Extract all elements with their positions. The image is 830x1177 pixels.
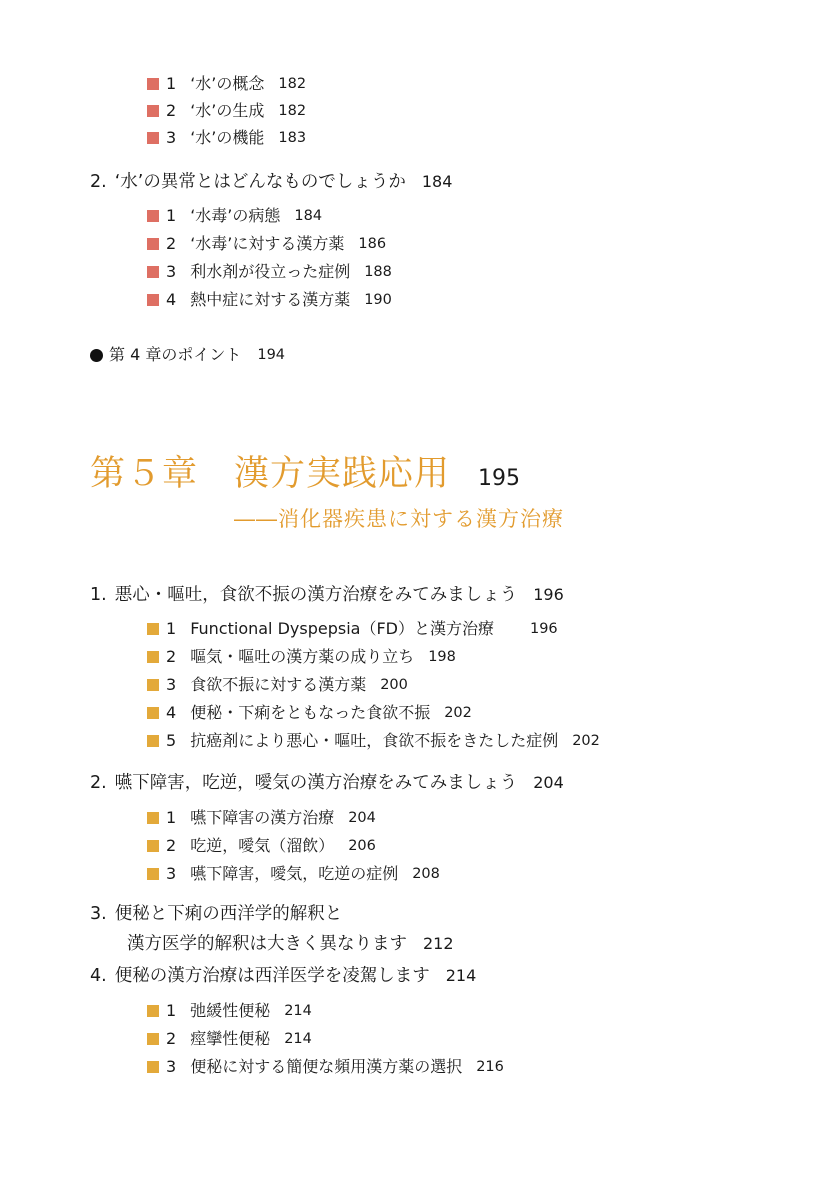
square-bullet-icon — [147, 707, 159, 719]
toc-item[interactable]: 3 嚥下障害，噯気，吃逆の症例 208 — [147, 864, 440, 884]
toc-item[interactable]: 3 食欲不振に対する漢方薬 200 — [147, 675, 408, 695]
toc-item[interactable]: 4 熱中症に対する漢方薬 190 — [147, 290, 392, 310]
square-bullet-icon — [147, 1005, 159, 1017]
toc-section[interactable]: 2. ‘水’の異常とはどんなものでしょうか 184 — [90, 172, 453, 192]
square-bullet-icon — [147, 78, 159, 90]
square-bullet-icon — [147, 868, 159, 880]
toc-item[interactable]: 1 Functional Dyspepsia（FD）と漢方治療 196 — [147, 619, 558, 639]
toc-item[interactable]: 3 ‘水’の機能 183 — [147, 128, 306, 148]
toc-item[interactable]: 2 痙攣性便秘 214 — [147, 1029, 312, 1049]
square-bullet-icon — [147, 623, 159, 635]
toc-item[interactable]: 3 利水剤が役立った症例 188 — [147, 262, 392, 282]
toc-section[interactable]: 1. 悪心・嘔吐，食欲不振の漢方治療をみてみましょう 196 — [90, 585, 564, 605]
square-bullet-icon — [147, 132, 159, 144]
square-bullet-icon — [147, 1061, 159, 1073]
toc-section[interactable] — [90, 900, 454, 959]
square-bullet-icon — [147, 812, 159, 824]
toc-item[interactable]: 1 弛緩性便秘 214 — [147, 1001, 312, 1021]
section-line: 3. 便秘と下痢の西洋学的解釈と — [90, 904, 343, 924]
chapter-subtitle: ――消化器疾患に対する漢方治療 — [234, 507, 564, 531]
bullet-dot-icon — [90, 349, 103, 362]
toc-item[interactable]: 1 ‘水’の概念 182 — [147, 74, 306, 94]
square-bullet-icon — [147, 210, 159, 222]
square-bullet-icon — [147, 105, 159, 117]
square-bullet-icon — [147, 1033, 159, 1045]
toc-section[interactable]: 2. 嚥下障害，吃逆，噯気の漢方治療をみてみましょう 204 — [90, 773, 564, 793]
toc-item[interactable]: 5 抗癌剤により悪心・嘔吐，食欲不振をきたした症例 202 — [147, 731, 600, 751]
toc-section[interactable]: 4. 便秘の漢方治療は西洋医学を凌駕します 214 — [90, 966, 477, 986]
square-bullet-icon — [147, 294, 159, 306]
toc-item[interactable]: 4 便秘・下痢をともなった食欲不振 202 — [147, 703, 472, 723]
square-bullet-icon — [147, 651, 159, 663]
toc-item[interactable]: 2 ‘水毒’に対する漢方薬 186 — [147, 234, 386, 254]
chapter-heading[interactable]: 第５章 漢方実践応用 195 — [90, 454, 521, 494]
square-bullet-icon — [147, 266, 159, 278]
toc-point[interactable]: 第 4 章のポイント 194 — [90, 343, 285, 367]
square-bullet-icon — [147, 238, 159, 250]
toc-item[interactable]: 3 便秘に対する簡便な頻用漢方薬の選択 216 — [147, 1057, 504, 1077]
square-bullet-icon — [147, 840, 159, 852]
square-bullet-icon — [147, 679, 159, 691]
toc-item[interactable]: 2 嘔気・嘔吐の漢方薬の成り立ち 198 — [147, 647, 456, 667]
square-bullet-icon — [147, 735, 159, 747]
toc-item[interactable]: 1 嚥下障害の漢方治療 204 — [147, 808, 376, 828]
toc-item[interactable]: 1 ‘水毒’の病態 184 — [147, 206, 322, 226]
toc-item[interactable]: 2 吃逆，噯気（溜飲） 206 — [147, 836, 376, 856]
section-line: 漢方医学的解釈は大きく異なります 212 — [127, 934, 454, 954]
toc-item[interactable]: 2 ‘水’の生成 182 — [147, 101, 306, 121]
